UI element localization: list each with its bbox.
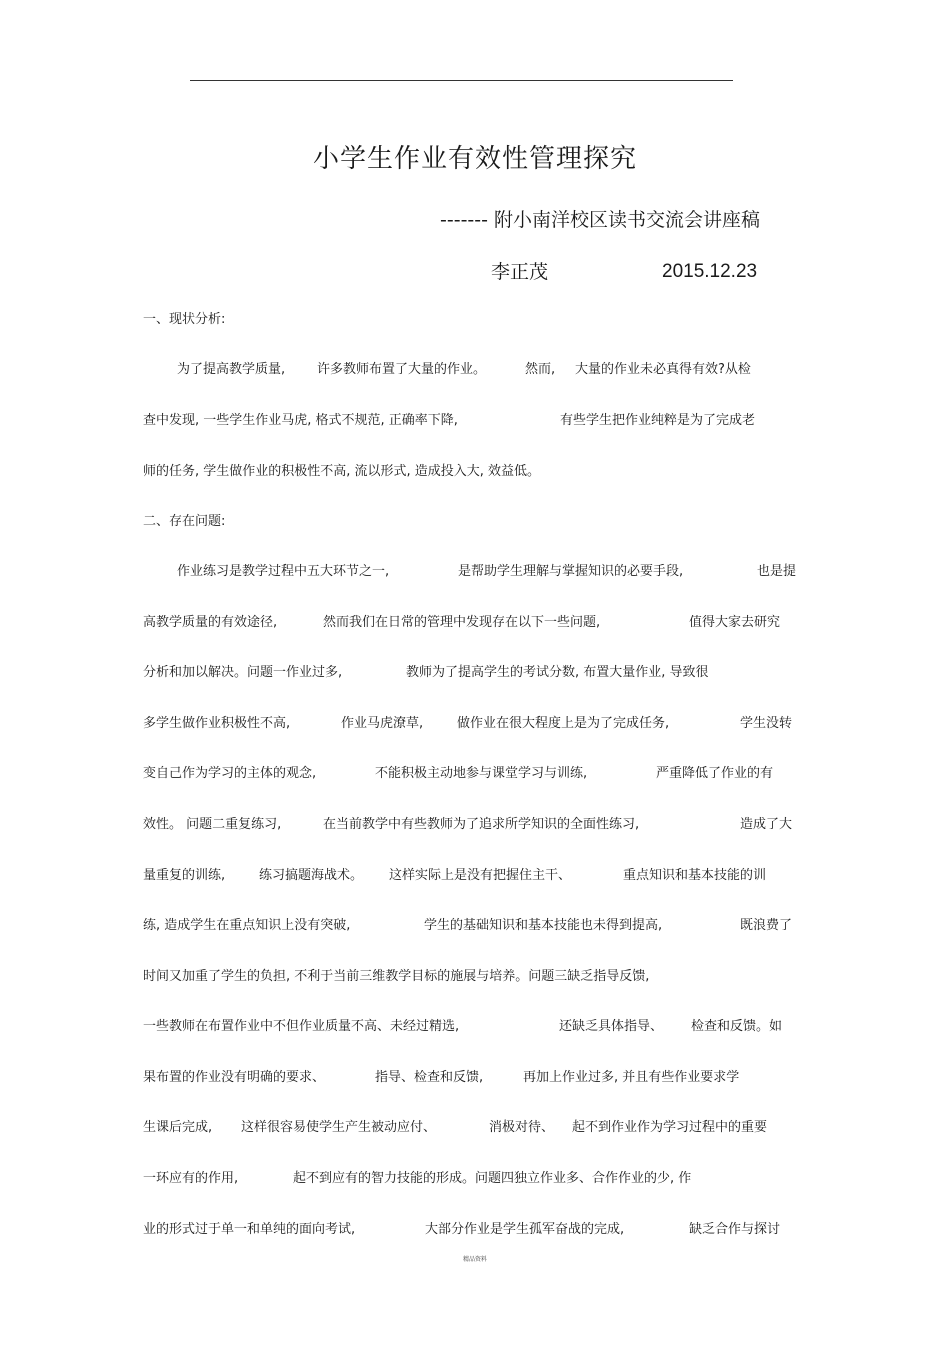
text-segment: 在当前教学中有些教师为了追求所学知识的全面性练习, [323, 817, 640, 832]
text-segment: 指导、检查和反馈, [375, 1070, 484, 1085]
text-segment: 再加上作业过多, 并且有些作业要求学 [523, 1070, 740, 1085]
text-segment: 生课后完成, [143, 1120, 213, 1135]
text-segment: 果布置的作业没有明确的要求、 [143, 1070, 326, 1085]
text-segment: 大量的作业未必真得有效?从检 [575, 362, 751, 377]
text-segment: 变自己作为学习的主体的观念, [143, 766, 317, 781]
text-segment: 这样很容易使学生产生被动应付、 [241, 1120, 437, 1135]
text-segment: 多学生做作业积极性不高, [143, 716, 291, 731]
document-subtitle: ------- 附小南洋校区读书交流会讲座稿 [440, 209, 761, 231]
text-segment: 造成了大 [740, 817, 793, 832]
text-segment: 这样实际上是没有把握住主干、 [389, 868, 572, 883]
text-segment: 既浪费了 [740, 918, 793, 933]
text-segment: 效性。 问题二重复练习, [143, 817, 282, 832]
text-segment: 学生没转 [740, 716, 793, 731]
text-segment: 一环应有的作用, [143, 1171, 239, 1186]
text-segment: 然而我们在日常的管理中发现存在以下一些问题, [323, 615, 601, 630]
text-segment: 作业马虎潦草, [341, 716, 424, 731]
text-segment: 为了提高教学质量, [177, 362, 286, 377]
text-segment: 还缺乏具体指导、 [559, 1019, 664, 1034]
text-segment: 许多教师布置了大量的作业。 [317, 362, 487, 377]
text-segment: 重点知识和基本技能的训 [623, 868, 767, 883]
document-date: 2015.12.23 [662, 261, 758, 282]
section-heading-problems: 二、存在问题: [143, 514, 226, 529]
text-segment: 是帮助学生理解与掌握知识的必要手段, [458, 564, 684, 579]
text-segment: 大部分作业是学生孤军奋战的完成, [425, 1222, 625, 1237]
text-segment: 值得大家去研究 [689, 615, 781, 630]
text-segment: 不能积极主动地参与课堂学习与训练, [375, 766, 588, 781]
document-title: 小学生作业有效性管理探究 [312, 144, 637, 174]
text-segment: 也是提 [757, 564, 797, 579]
text-segment: 学生的基础知识和基本技能也未得到提高, [424, 918, 663, 933]
text-segment: 业的形式过于单一和单纯的面向考试, [143, 1222, 356, 1237]
text-segment: 查中发现, 一些学生作业马虎, 格式不规范, 正确率下降, [143, 413, 458, 428]
header-rule [190, 80, 733, 81]
page-footer: 精品资料 [462, 1256, 487, 1263]
text-segment: 严重降低了作业的有 [656, 766, 774, 781]
text-segment: 起不到应有的智力技能的形成。问题四独立作业多、合作作业的少, 作 [293, 1171, 692, 1186]
text-segment: 师的任务, 学生做作业的积极性不高, 流以形式, 造成投入大, 效益低。 [143, 464, 541, 479]
text-segment: 时间又加重了学生的负担, 不利于当前三维教学目标的施展与培养。问题三缺乏指导反馈, [143, 969, 650, 984]
text-segment: 练, 造成学生在重点知识上没有突破, [143, 918, 351, 933]
text-segment: 一些教师在布置作业中不但作业质量不高、未经过精选, [143, 1019, 460, 1034]
text-segment: 有些学生把作业纯粹是为了完成老 [560, 413, 756, 428]
text-segment: 教师为了提高学生的考试分数, 布置大量作业, 导致很 [406, 665, 709, 680]
text-segment: 然而, [525, 362, 556, 377]
author-name: 李正茂 [491, 261, 549, 283]
text-segment: 起不到作业作为学习过程中的重要 [572, 1120, 768, 1135]
text-segment: 缺乏合作与探讨 [689, 1222, 781, 1237]
text-segment: 做作业在很大程度上是为了完成任务, [457, 716, 670, 731]
section-heading-status: 一、现状分析: [143, 312, 226, 327]
text-segment: 量重复的训练, [143, 868, 226, 883]
text-segment: 高教学质量的有效途径, [143, 615, 278, 630]
text-segment: 作业练习是教学过程中五大环节之一, [177, 564, 390, 579]
text-segment: 练习搞题海战术。 [259, 868, 364, 883]
text-segment: 分析和加以解决。问题一作业过多, [143, 665, 343, 680]
text-segment: 消极对待、 [489, 1120, 555, 1135]
text-segment: 检查和反馈。如 [691, 1019, 783, 1034]
